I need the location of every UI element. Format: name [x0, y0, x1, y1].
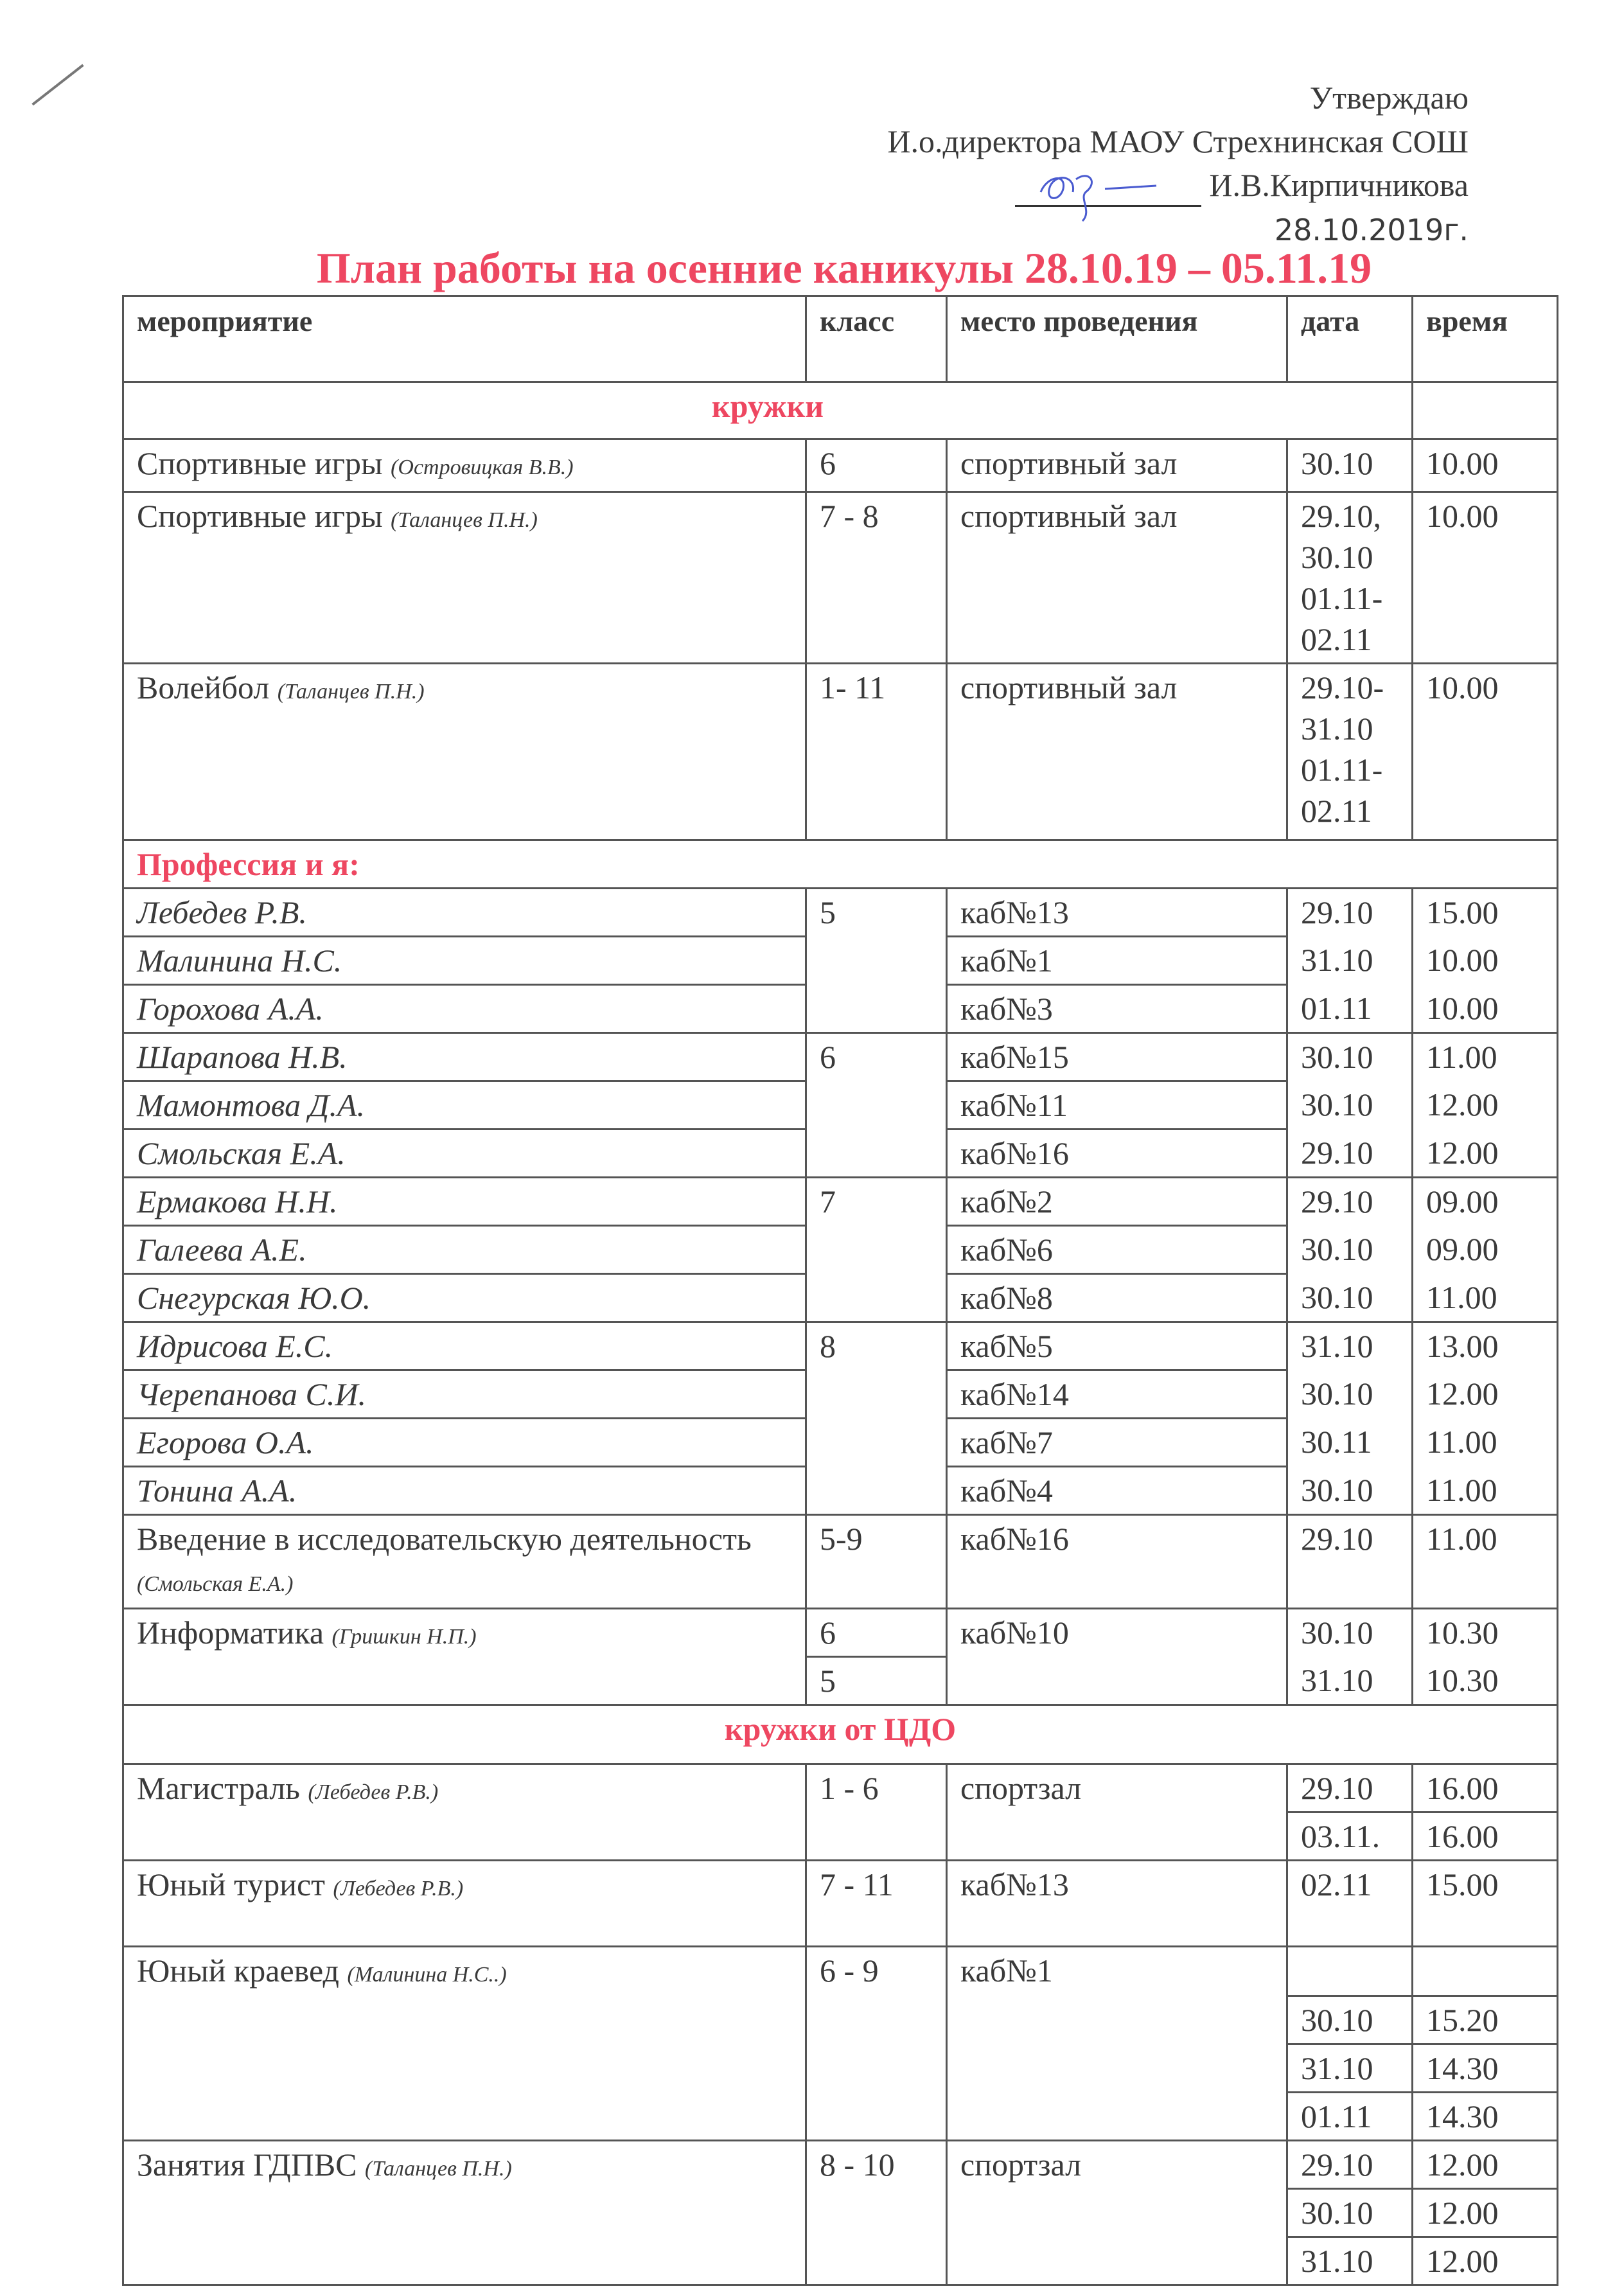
section-title: кружки	[123, 382, 1413, 439]
date-line: 02.11	[1301, 621, 1372, 657]
time-cell: 11.00	[1413, 1274, 1558, 1322]
teacher-cell: Мамонтова Д.А.	[123, 1081, 806, 1130]
time-cell: 11.00	[1413, 1467, 1558, 1515]
teacher-cell: Галеева А.Е.	[123, 1226, 806, 1274]
place-cell: каб№16	[947, 1515, 1287, 1609]
event-teacher: (Таланцев П.Н.)	[391, 508, 538, 532]
place-cell: каб№1	[947, 1947, 1287, 2141]
place-cell: каб№5	[947, 1322, 1287, 1370]
header-event: мероприятие	[123, 296, 806, 382]
event-name: Введение в исследовательскую деятельность	[137, 1521, 752, 1557]
approver-position: И.о.директора МАОУ Стрехнинская СОШ	[887, 123, 1469, 159]
table-row	[123, 492, 1558, 664]
date-cell: 31.10	[1287, 2237, 1413, 2285]
time-cell: 10.00	[1413, 937, 1558, 985]
time-cell: 14.30	[1413, 2093, 1558, 2141]
place-cell: спортивный зал	[947, 439, 1287, 492]
date-cell: 30.10	[1287, 1467, 1413, 1515]
time-cell: 10.00	[1413, 492, 1558, 664]
time-cell: 12.00	[1413, 2237, 1558, 2285]
date-cell: 03.11.	[1287, 1812, 1413, 1861]
event-teacher: (Гришкин Н.П.)	[331, 1625, 477, 1649]
time-cell: 10.30	[1413, 1609, 1558, 1657]
event-teacher: (Таланцев П.Н.)	[277, 680, 425, 704]
plan-table	[122, 295, 1558, 2286]
time-cell: 15.20	[1413, 1996, 1558, 2044]
time-cell: 11.00	[1413, 1033, 1558, 1081]
class-cell: 1 - 6	[806, 1764, 947, 1861]
time-cell: 13.00	[1413, 1322, 1558, 1370]
table-row	[123, 1861, 1558, 1947]
approve-label: Утверждаю	[1309, 80, 1469, 116]
table-row	[123, 439, 1558, 492]
header-place: место проведения	[947, 296, 1287, 382]
date-cell	[1287, 664, 1413, 840]
time-cell: 12.00	[1413, 2141, 1558, 2189]
date-cell: 29.10	[1287, 1764, 1413, 1812]
event-cell	[123, 2141, 806, 2285]
date-cell: 30.10	[1287, 1609, 1413, 1657]
time-cell: 10.00	[1413, 439, 1558, 492]
class-cell: 5	[806, 1657, 947, 1705]
class-cell: 6 - 9	[806, 1947, 947, 2141]
date-cell: 29.10	[1287, 2141, 1413, 2189]
header-class: класс	[806, 296, 947, 382]
date-cell: 31.10	[1287, 1657, 1413, 1705]
table-row	[123, 2141, 1558, 2189]
header-time: время	[1413, 296, 1558, 382]
date-cell: 29.10	[1287, 1130, 1413, 1178]
date-cell: 31.10	[1287, 937, 1413, 985]
table-row	[123, 1609, 1558, 1657]
class-cell: 5-9	[806, 1515, 947, 1609]
event-teacher: (Лебедев Р.В.)	[333, 1877, 464, 1901]
class-cell: 6	[806, 1609, 947, 1657]
subsection-title: Профессия и я:	[123, 840, 1558, 889]
time-cell: 09.00	[1413, 1178, 1558, 1226]
class-cell: 8 - 10	[806, 2141, 947, 2285]
table-row	[123, 664, 1558, 840]
event-name: Магистраль	[137, 1770, 300, 1806]
place-cell: каб№14	[947, 1370, 1287, 1419]
section-row	[123, 1705, 1558, 1764]
class-cell: 7 - 11	[806, 1861, 947, 1947]
event-cell	[123, 1515, 806, 1609]
date-cell: 02.11	[1287, 1861, 1413, 1947]
event-teacher: (Островицкая В.В.)	[391, 456, 574, 479]
event-teacher: (Малинина Н.С..)	[347, 1963, 507, 1987]
place-cell: спортивный зал	[947, 664, 1287, 840]
time-cell: 11.00	[1413, 1515, 1558, 1609]
class-cell: 6	[806, 1033, 947, 1178]
date-line: 01.11-	[1301, 580, 1383, 616]
time-cell: 16.00	[1413, 1812, 1558, 1861]
pen-mark	[31, 64, 84, 106]
time-cell: 12.00	[1413, 1130, 1558, 1178]
teacher-cell: Егорова О.А.	[123, 1419, 806, 1467]
event-cell	[123, 1609, 806, 1705]
subsection-row	[123, 840, 1558, 889]
place-cell: спортивный зал	[947, 492, 1287, 664]
class-cell: 7 - 8	[806, 492, 947, 664]
place-cell: каб№7	[947, 1419, 1287, 1467]
time-cell: 15.00	[1413, 889, 1558, 937]
date-cell: 30.10	[1287, 1370, 1413, 1419]
event-name: Информатика	[137, 1615, 324, 1651]
event-cell	[123, 1764, 806, 1861]
date-cell: 30.10	[1287, 1996, 1413, 2044]
signature-row	[887, 163, 1469, 207]
class-cell: 6	[806, 439, 947, 492]
date-cell: 31.10	[1287, 2044, 1413, 2093]
signer-name: И.В.Кирпичникова	[1209, 167, 1469, 203]
event-teacher: (Таланцев П.Н.)	[365, 2157, 512, 2181]
date-line: 31.10	[1301, 711, 1373, 747]
table-row	[123, 1947, 1558, 1996]
time-cell: 16.00	[1413, 1764, 1558, 1812]
date-cell: 30.10	[1287, 2189, 1413, 2237]
date-cell: 29.10	[1287, 1515, 1413, 1609]
date-line: 29.10-	[1301, 669, 1384, 705]
teacher-cell: Снегурская Ю.О.	[123, 1274, 806, 1322]
date-cell: 29.10	[1287, 889, 1413, 937]
event-name: Спортивные игры	[137, 445, 383, 481]
class-cell: 1- 11	[806, 664, 947, 840]
teacher-cell: Малинина Н.С.	[123, 937, 806, 985]
teacher-cell: Ермакова Н.Н.	[123, 1178, 806, 1226]
event-cell	[123, 1947, 806, 2141]
place-cell: каб№16	[947, 1130, 1287, 1178]
table-row	[123, 889, 1558, 937]
date-cell	[1287, 492, 1413, 664]
date-cell: 01.11	[1287, 985, 1413, 1033]
place-cell: каб№2	[947, 1178, 1287, 1226]
date-cell: 30.10	[1287, 1226, 1413, 1274]
teacher-cell: Идрисова Е.С.	[123, 1322, 806, 1370]
teacher-cell: Горохова А.А.	[123, 985, 806, 1033]
time-cell: 10.30	[1413, 1657, 1558, 1705]
time-cell: 10.00	[1413, 985, 1558, 1033]
teacher-cell: Тонина А.А.	[123, 1467, 806, 1515]
date-line: 02.11	[1301, 793, 1372, 829]
event-teacher: (Лебедев Р.В.)	[308, 1780, 439, 1804]
place-cell: каб№13	[947, 1861, 1287, 1947]
place-cell: каб№10	[947, 1609, 1287, 1705]
time-cell: 10.00	[1413, 664, 1558, 840]
time-cell: 14.30	[1413, 2044, 1558, 2093]
date-line: 29.10,	[1301, 498, 1381, 534]
date-cell: 30.11	[1287, 1419, 1413, 1467]
time-cell: 12.00	[1413, 2189, 1558, 2237]
class-cell: 5	[806, 889, 947, 1033]
table-row	[123, 1515, 1558, 1609]
teacher-cell: Лебедев Р.В.	[123, 889, 806, 937]
place-cell: каб№3	[947, 985, 1287, 1033]
event-cell	[123, 1861, 806, 1947]
time-cell: 09.00	[1413, 1226, 1558, 1274]
table-row	[123, 1178, 1558, 1226]
date-line: 30.10	[1301, 445, 1373, 481]
time-cell: 11.00	[1413, 1419, 1558, 1467]
place-cell: каб№13	[947, 889, 1287, 937]
place-cell: каб№4	[947, 1467, 1287, 1515]
teacher-cell: Шарапова Н.В.	[123, 1033, 806, 1081]
event-cell	[123, 664, 806, 840]
section-row	[123, 382, 1558, 439]
event-cell	[123, 492, 806, 664]
date-cell: 30.10	[1287, 1081, 1413, 1130]
empty-cell	[1413, 382, 1558, 439]
event-name: Спортивные игры	[137, 498, 383, 534]
table-row	[123, 1764, 1558, 1812]
time-cell: 12.00	[1413, 1081, 1558, 1130]
header-row	[123, 296, 1558, 382]
date-cell: 30.10	[1287, 1274, 1413, 1322]
approval-block	[887, 76, 1469, 252]
signature-scribble-icon	[1028, 166, 1169, 224]
event-name: Занятия ГДПВС	[137, 2147, 357, 2183]
time-cell: 15.00	[1413, 1861, 1558, 1947]
place-cell: каб№1	[947, 937, 1287, 985]
teacher-cell: Смольская Е.А.	[123, 1130, 806, 1178]
event-cell	[123, 439, 806, 492]
place-cell: каб№15	[947, 1033, 1287, 1081]
place-cell: каб№8	[947, 1274, 1287, 1322]
date-cell	[1287, 439, 1413, 492]
page-title: План работы на осенние каникулы 28.10.19 – 05.11.19	[316, 244, 1372, 292]
table-row	[123, 1322, 1558, 1370]
date-cell: 31.10	[1287, 1322, 1413, 1370]
place-cell: спортзал	[947, 2141, 1287, 2285]
date-cell: 30.10	[1287, 1033, 1413, 1081]
event-name: Юный краевед	[137, 1953, 339, 1989]
approval-date: 28.10.2019г.	[1274, 213, 1469, 247]
place-cell: каб№11	[947, 1081, 1287, 1130]
event-name: Волейбол	[137, 669, 270, 705]
event-teacher: (Смольская Е.А.)	[137, 1572, 294, 1596]
date-cell: 01.11	[1287, 2093, 1413, 2141]
teacher-cell: Черепанова С.И.	[123, 1370, 806, 1419]
section-title: кружки от ЦДО	[123, 1705, 1558, 1764]
signature	[1015, 173, 1201, 207]
header-date: дата	[1287, 296, 1413, 382]
date-cell	[1287, 1947, 1413, 1996]
time-cell	[1413, 1947, 1558, 1996]
date-cell: 29.10	[1287, 1178, 1413, 1226]
table-row	[123, 1033, 1558, 1081]
time-cell: 12.00	[1413, 1370, 1558, 1419]
date-line: 30.10	[1301, 539, 1373, 575]
date-line: 01.11-	[1301, 752, 1383, 788]
class-cell: 7	[806, 1178, 947, 1322]
place-cell: каб№6	[947, 1226, 1287, 1274]
place-cell: спортзал	[947, 1764, 1287, 1861]
event-name: Юный турист	[137, 1866, 325, 1902]
class-cell: 8	[806, 1322, 947, 1515]
